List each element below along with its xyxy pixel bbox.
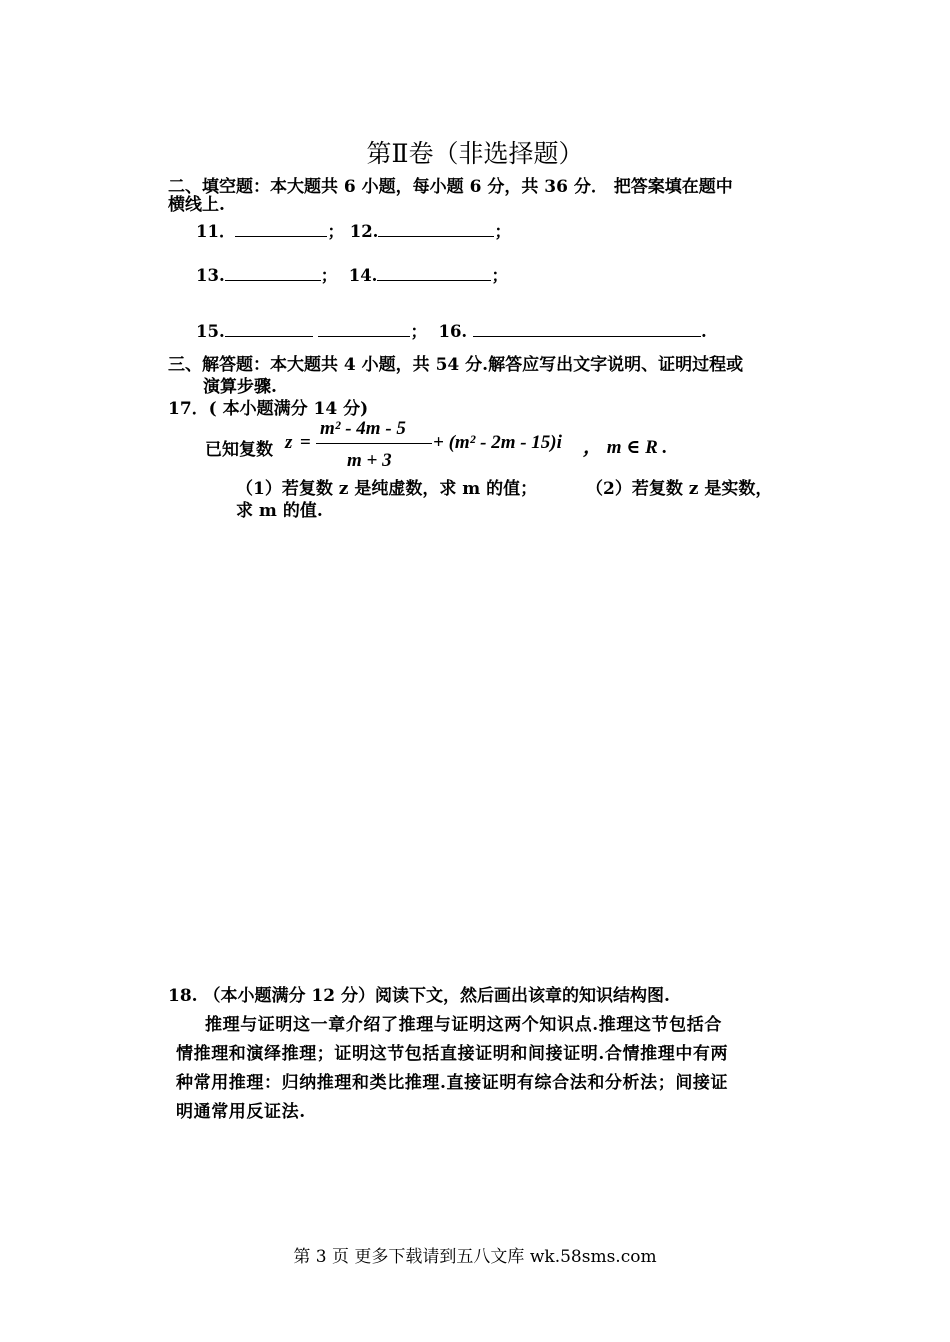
q16-label: 16.	[438, 322, 468, 341]
answer-line-13-14	[196, 262, 508, 286]
q14-separator: ；	[491, 266, 508, 285]
q18-paragraph-line: 种常用推理：归纳推理和类比推理.直接证明有综合法和分析法；间接证	[176, 1073, 729, 1093]
fill-in-heading-line1: 二、填空题：本大题共 6 小题，每小题 6 分，共 36 分． 把答案填在题中	[168, 177, 733, 197]
answer-line-15-16	[196, 318, 707, 342]
q17-header: 17．( 本小题满分 14 分)	[168, 399, 369, 419]
q15-blank-b	[318, 321, 410, 337]
q16-end: .	[700, 322, 707, 341]
q17-sub2-continued: 求 m 的值.	[236, 501, 323, 521]
q17-numerator: m² - 4m - 5	[320, 418, 406, 439]
q14-label: 14.	[348, 266, 378, 285]
q15-separator: ；	[410, 322, 427, 341]
q18-header: 18. （本小题满分 12 分）阅读下文，然后画出该章的知识结构图.	[168, 986, 670, 1006]
section-title: 第Ⅱ卷（非选择题）	[366, 139, 584, 168]
q17-equals: =	[300, 432, 311, 453]
page-footer: 第 3 页 更多下载请到五八文库 wk.58sms.com	[293, 1247, 657, 1267]
answer-line-11-12	[196, 218, 511, 242]
q12-blank	[378, 221, 494, 237]
q17-z: z	[285, 432, 293, 453]
q17-denominator: m + 3	[347, 450, 392, 471]
q17-given-prefix: 已知复数	[205, 440, 273, 460]
q11-separator: ；	[327, 222, 344, 241]
q13-blank	[225, 265, 321, 281]
q12-separator: ；	[494, 222, 511, 241]
q17-fraction-bar	[316, 443, 432, 444]
q14-blank	[377, 265, 491, 281]
solve-heading-line1: 三、解答题：本大题共 4 小题，共 54 分.解答应写出文字说明、证明过程或	[168, 355, 744, 375]
q17-plus-term: + (m² - 2m - 15)i	[433, 432, 562, 453]
q11-label: 11．	[196, 222, 236, 241]
q16-blank	[473, 321, 701, 337]
q12-label: 12.	[349, 222, 379, 241]
q11-blank	[235, 221, 327, 237]
q18-paragraph-line: 推理与证明这一章介绍了推理与证明这两个知识点.推理这节包括合	[205, 1015, 722, 1035]
q15-blank-a	[225, 321, 313, 337]
q17-sub1: （1）若复数 z 是纯虚数，求 m 的值；	[236, 479, 538, 499]
q18-paragraph-line: 情推理和演绎推理；证明这节包括直接证明和间接证明.合情推理中有两	[176, 1044, 729, 1064]
fill-in-heading-line2: 横线上.	[168, 195, 225, 215]
solve-heading-line2: 演算步骤.	[203, 377, 277, 397]
q17-condition: ， m ∈ R .	[583, 437, 668, 458]
q15-label: 15.	[196, 322, 225, 341]
q13-label: 13.	[196, 266, 225, 285]
q18-paragraph-line: 明通常用反证法.	[176, 1102, 306, 1122]
q13-separator: ；	[320, 266, 338, 285]
q17-sub2: （2）若复数 z 是实数，	[586, 479, 773, 499]
